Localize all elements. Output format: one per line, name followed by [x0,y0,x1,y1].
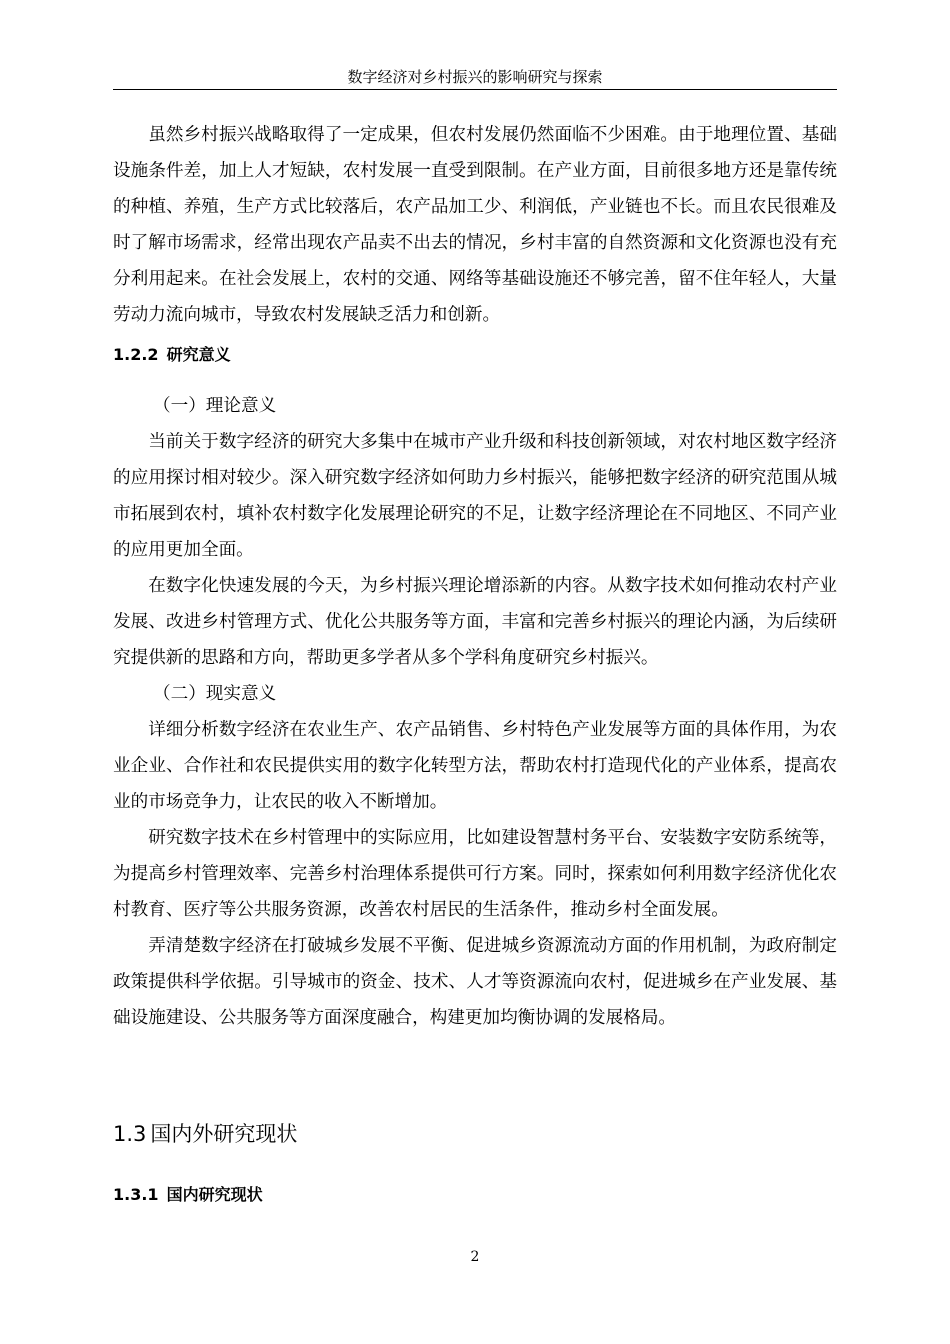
paragraph-rural-difficulties: 虽然乡村振兴战略取得了一定成果，但农村发展仍然面临不少困难。由于地理位置、基础设施条件差，加上人才短缺，农村发展一直受到限制。在产业方面，目前很多地方还是靠传统的种植、养殖，生产方式比较落后，农产品加工少、利润低，产业链也不长。而且农民很难及时了解市场需求，经常出现农产品卖不出去的情况，乡村丰富的自然资源和文化资源也没有充分利用起来。在社会发展上，农村的交通、网络等基础设施还不够完善，留不住年轻人，大量劳动力流向城市，导致农村发展缺乏活力和创新。 [113,125,837,325]
subheading-practical-significance: （二）现实意义 [153,684,277,704]
paragraph-practice-3: 弄清楚数字经济在打破城乡发展不平衡、促进城乡资源流动方面的作用机制，为政府制定政策提供科学依据。引导城市的资金、技术、人才等资源流向农村，促进城乡在产业发展、基础设施建设、公共服务等方面深度融合，构建更加均衡协调的发展格局。 [113,936,837,1028]
heading-title: 研究意义 [166,345,231,364]
heading-1-3-1 [113,1177,837,1213]
subheading-theoretical-significance: （一）理论意义 [153,396,277,416]
section-1-2-2 [113,337,837,373]
section-1-3-1 [113,1177,837,1213]
section-theory [113,388,837,1036]
heading-1-2-2 [113,337,837,373]
heading-1-3 [113,1114,837,1154]
heading-title: 国内研究现状 [166,1185,263,1204]
section-1-3 [113,1114,837,1154]
heading-number: 1.3 [113,1122,147,1146]
paragraph-theory-2: 在数字化快速发展的今天，为乡村振兴理论增添新的内容。从数字技术如何推动农村产业发展、改进乡村管理方式、优化公共服务等方面，丰富和完善乡村振兴的理论内涵，为后续研究提供新的思路和方向，帮助更多学者从多个学科角度研究乡村振兴。 [113,576,837,668]
heading-title: 国内外研究现状 [150,1122,298,1146]
page-number: 2 [470,1249,480,1265]
paragraph-practice-2: 研究数字技术在乡村管理中的实际应用，比如建设智慧村务平台、安装数字安防系统等，为提高乡村管理效率、完善乡村治理体系提供可行方案。同时，探索如何利用数字经济优化农村教育、医疗等公共服务资源，改善农村居民的生活条件，推动乡村全面发展。 [113,828,837,920]
heading-number: 1.2.2 [113,345,159,364]
header-rule [113,89,837,90]
paragraph-practice-1: 详细分析数字经济在农业生产、农产品销售、乡村特色产业发展等方面的具体作用，为农业企业、合作社和农民提供实用的数字化转型方法，帮助农村打造现代化的产业体系，提高农业的市场竞争力，让农民的收入不断增加。 [113,720,837,812]
running-header: 数字经济对乡村振兴的影响研究与探索 [347,68,603,86]
page-body [113,117,837,333]
paragraph-theory-1: 当前关于数字经济的研究大多集中在城市产业升级和科技创新领域，对农村地区数字经济的应用探讨相对较少。深入研究数字经济如何助力乡村振兴，能够把数字经济的研究范围从城市拓展到农村，填补农村数字化发展理论研究的不足，让数字经济理论在不同地区、不同产业的应用更加全面。 [113,432,837,560]
heading-number: 1.3.1 [113,1185,159,1204]
